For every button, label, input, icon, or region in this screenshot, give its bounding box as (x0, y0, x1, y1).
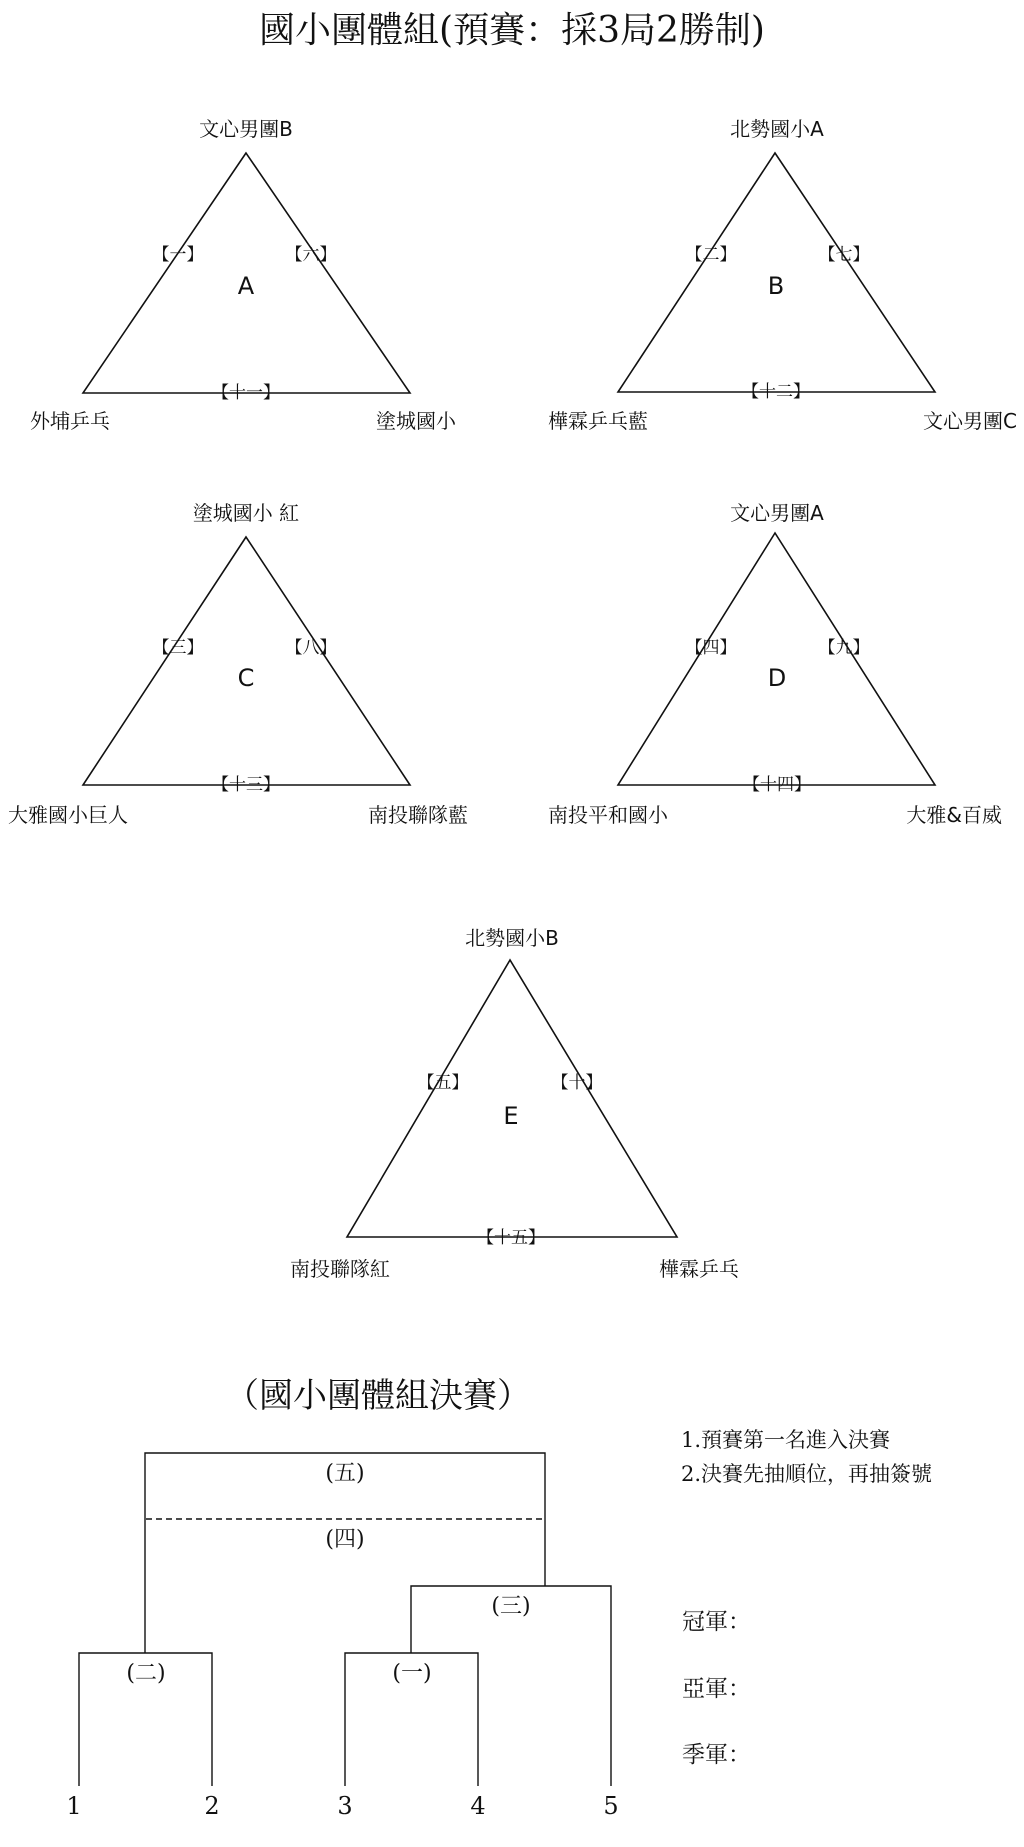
group-left-team: 南投聯隊紅 (290, 1257, 390, 1281)
seed-number: 4 (470, 1792, 486, 1820)
group-letter: A (237, 272, 255, 300)
right-edge-match-label: 【七】 (818, 245, 870, 265)
right-edge-match-label: 【八】 (285, 638, 337, 658)
left-edge-match-label: 【五】 (417, 1073, 469, 1093)
group-triangle (618, 533, 935, 785)
group-e (290, 926, 739, 1281)
group-right-team: 塗城國小 (376, 409, 456, 433)
champion-label: 冠軍： (682, 1609, 751, 1635)
group-d (548, 501, 1002, 827)
runner-up-label: 亞軍： (682, 1676, 751, 1702)
base-match-label: 【十二】 (742, 382, 810, 402)
group-triangle (347, 960, 677, 1237)
finals-title: （國小團體組決賽） (225, 1376, 531, 1416)
left-edge-match-label: 【四】 (685, 638, 737, 658)
group-top-team: 北勢國小B (465, 926, 559, 950)
seed-number: 3 (337, 1792, 353, 1820)
group-letter: C (237, 664, 255, 692)
base-match-label: 【十三】 (212, 775, 280, 795)
finals-notes (681, 1428, 932, 1487)
left-edge-match-label: 【二】 (685, 245, 737, 265)
finals-bracket (79, 1453, 611, 1786)
group-left-team: 外埔乒乓 (30, 409, 110, 433)
right-edge-match-label: 【九】 (818, 638, 870, 658)
base-match-label: 【十四】 (743, 775, 811, 795)
match-label-5: (五) (325, 1461, 365, 1486)
finals-note: 2.決賽先抽順位，再抽簽號 (681, 1462, 933, 1486)
group-right-team: 文心男團C (923, 409, 1017, 433)
group-left-team: 大雅國小巨人 (8, 803, 128, 827)
finals-results (682, 1609, 751, 1768)
group-right-team: 大雅&百威 (906, 803, 1002, 827)
group-top-team: 塗城國小 紅 (192, 501, 300, 525)
group-left-team: 樺霖乒乓藍 (548, 409, 648, 433)
third-place-label: 季軍： (682, 1742, 751, 1768)
left-edge-match-label: 【三】 (152, 638, 204, 658)
group-letter: B (767, 272, 785, 300)
base-match-label: 【十一】 (212, 383, 280, 403)
seed-number: 5 (603, 1792, 619, 1820)
seed-number: 2 (204, 1792, 220, 1820)
group-right-team: 樺霖乒乓 (659, 1257, 739, 1281)
page-title: 國小團體組(預賽：採3局2勝制) (259, 10, 765, 51)
group-triangle (83, 537, 410, 785)
finals-seeds (66, 1792, 618, 1820)
group-top-team: 文心男團B (199, 117, 293, 141)
left-edge-match-label: 【一】 (152, 245, 204, 265)
group-left-team: 南投平和國小 (548, 803, 668, 827)
match-label-1: (一) (392, 1661, 432, 1686)
group-top-team: 文心男團A (730, 501, 824, 525)
group-a (30, 117, 457, 433)
match-label-3: (三) (491, 1594, 531, 1619)
right-edge-match-label: 【六】 (285, 245, 337, 265)
match-label-4: (四) (325, 1527, 365, 1552)
finals-match-labels (126, 1461, 530, 1686)
group-letter: D (767, 664, 787, 692)
right-edge-match-label: 【十】 (551, 1073, 603, 1093)
group-right-team: 南投聯隊藍 (368, 803, 468, 827)
group-letter: E (503, 1102, 519, 1130)
group-c (8, 501, 468, 827)
group-top-team: 北勢國小A (730, 117, 824, 141)
seed-number: 1 (66, 1792, 82, 1820)
base-match-label: 【十五】 (477, 1228, 545, 1248)
finals-note: 1.預賽第一名進入決賽 (681, 1428, 891, 1452)
match-label-2: (二) (126, 1661, 166, 1686)
group-b (548, 117, 1017, 433)
